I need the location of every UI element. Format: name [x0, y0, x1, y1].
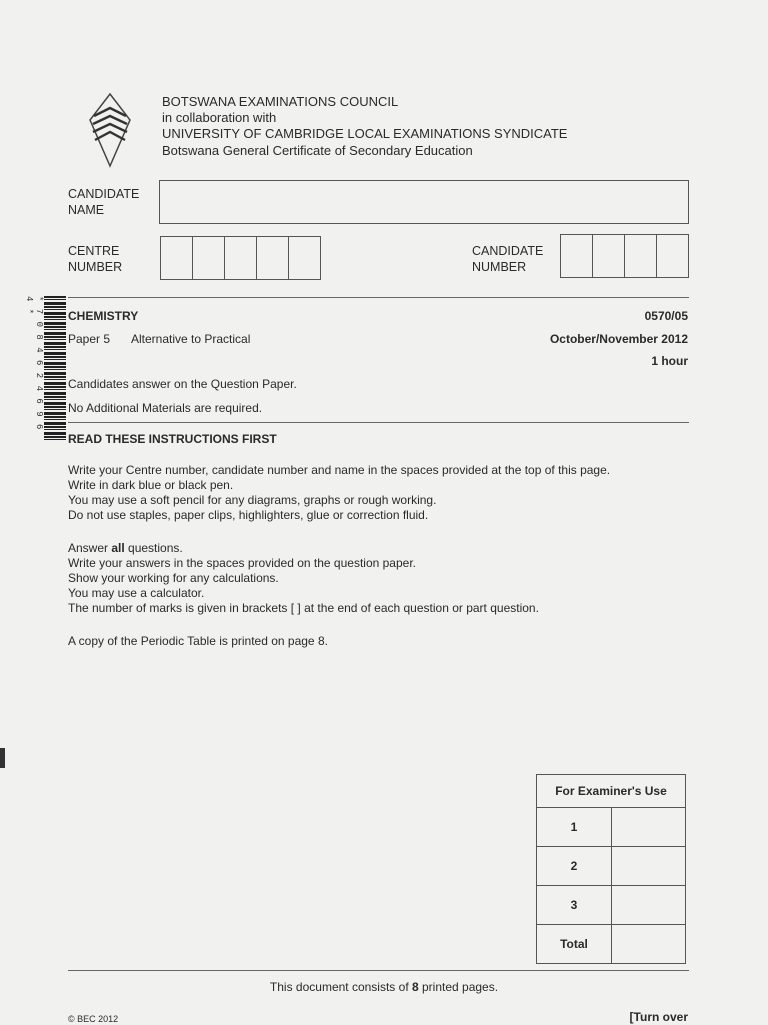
candidate-name-label: CANDIDATE NAME: [68, 187, 140, 217]
candidate-name-field[interactable]: [159, 180, 689, 224]
exam-duration: 1 hour: [651, 354, 688, 368]
syllabus-code: 0570/05: [644, 309, 688, 323]
materials-note: No Additional Materials are required.: [68, 401, 263, 415]
bec-logo: [88, 92, 132, 168]
centre-number-boxes[interactable]: [160, 236, 321, 280]
subject-title: CHEMISTRY: [68, 309, 139, 323]
page-count-number: 8: [411, 980, 419, 994]
scan-edge-mark: [0, 748, 5, 768]
answer-all-prefix: Answer: [68, 541, 112, 555]
instructions-block-1: [68, 463, 610, 523]
centre-digit-box[interactable]: [161, 237, 193, 279]
copyright: © BEC 2012: [68, 1014, 119, 1024]
candidate-number-boxes[interactable]: [560, 234, 689, 278]
instruction-line: You may use a soft pencil for any diagrams, graphs or rough working.: [68, 493, 437, 507]
answer-all-emphasis: all: [111, 541, 125, 555]
table-row: [537, 925, 686, 964]
instruction-line: You may use a calculator.: [68, 586, 205, 600]
examiners-use-table: [536, 774, 686, 964]
mark-box[interactable]: [612, 808, 686, 847]
total-label: Total: [537, 925, 612, 964]
periodic-table-note: A copy of the Periodic Table is printed on page 8.: [68, 634, 328, 648]
question-number: 3: [537, 886, 612, 925]
page-count-prefix: This document consists of: [269, 980, 412, 994]
question-number: 2: [537, 847, 612, 886]
instruction-line: Do not use staples, paper clips, highlighters, glue or correction fluid.: [68, 508, 429, 522]
candidate-number-label: CANDIDATE NUMBER: [472, 244, 544, 274]
centre-digit-box[interactable]: [289, 237, 320, 279]
exam-session: October/November 2012: [549, 332, 688, 346]
table-row: [537, 886, 686, 925]
candidate-digit-box[interactable]: [593, 235, 625, 277]
instructions-heading: READ THESE INSTRUCTIONS FIRST: [68, 432, 277, 446]
table-row: [537, 808, 686, 847]
instructions-block-2: [68, 541, 539, 616]
instruction-line: Show your working for any calculations.: [68, 571, 279, 585]
barcode-bars: [44, 296, 66, 442]
paper-title: Alternative to Practical: [131, 332, 251, 346]
council-name: BOTSWANA EXAMINATIONS COUNCIL: [162, 94, 399, 109]
turn-over: [Turn over: [629, 1010, 688, 1024]
page-count-note: [0, 980, 768, 995]
page-count-suffix: printed pages.: [418, 980, 499, 994]
centre-digit-box[interactable]: [257, 237, 289, 279]
centre-digit-box[interactable]: [193, 237, 225, 279]
answer-all-suffix: questions.: [124, 541, 183, 555]
instruction-line: Write your answers in the spaces provided on the question paper.: [68, 556, 416, 570]
collaboration-text: in collaboration with: [162, 110, 277, 125]
centre-digit-box[interactable]: [225, 237, 257, 279]
syndicate-name: UNIVERSITY OF CAMBRIDGE LOCAL EXAMINATIONS SYNDICATE: [162, 126, 568, 141]
barcode-digits: * 7 0 8 4 6 2 4 6 9 6 4 *: [24, 296, 44, 431]
paper-number: Paper 5: [68, 332, 111, 346]
total-box[interactable]: [612, 925, 686, 964]
barcode: [24, 296, 70, 442]
table-row: [537, 847, 686, 886]
instruction-line: Write in dark blue or black pen.: [68, 478, 234, 492]
instruction-line: Write your Centre number, candidate number and name in the spaces provided at the top of this page.: [68, 463, 611, 477]
certificate-name: Botswana General Certificate of Secondary Education: [162, 143, 473, 158]
mark-box[interactable]: [612, 847, 686, 886]
answer-all-line: [68, 541, 539, 556]
candidate-digit-box[interactable]: [657, 235, 688, 277]
candidate-digit-box[interactable]: [561, 235, 593, 277]
answer-on-paper: Candidates answer on the Question Paper.: [68, 377, 297, 391]
mark-box[interactable]: [612, 886, 686, 925]
centre-number-label: CENTRE NUMBER: [68, 244, 123, 274]
instruction-line: The number of marks is given in brackets [ ] at the end of each question or part question.: [68, 601, 539, 615]
candidate-digit-box[interactable]: [625, 235, 657, 277]
question-number: 1: [537, 808, 612, 847]
examiners-use-title: For Examiner's Use: [537, 775, 686, 808]
